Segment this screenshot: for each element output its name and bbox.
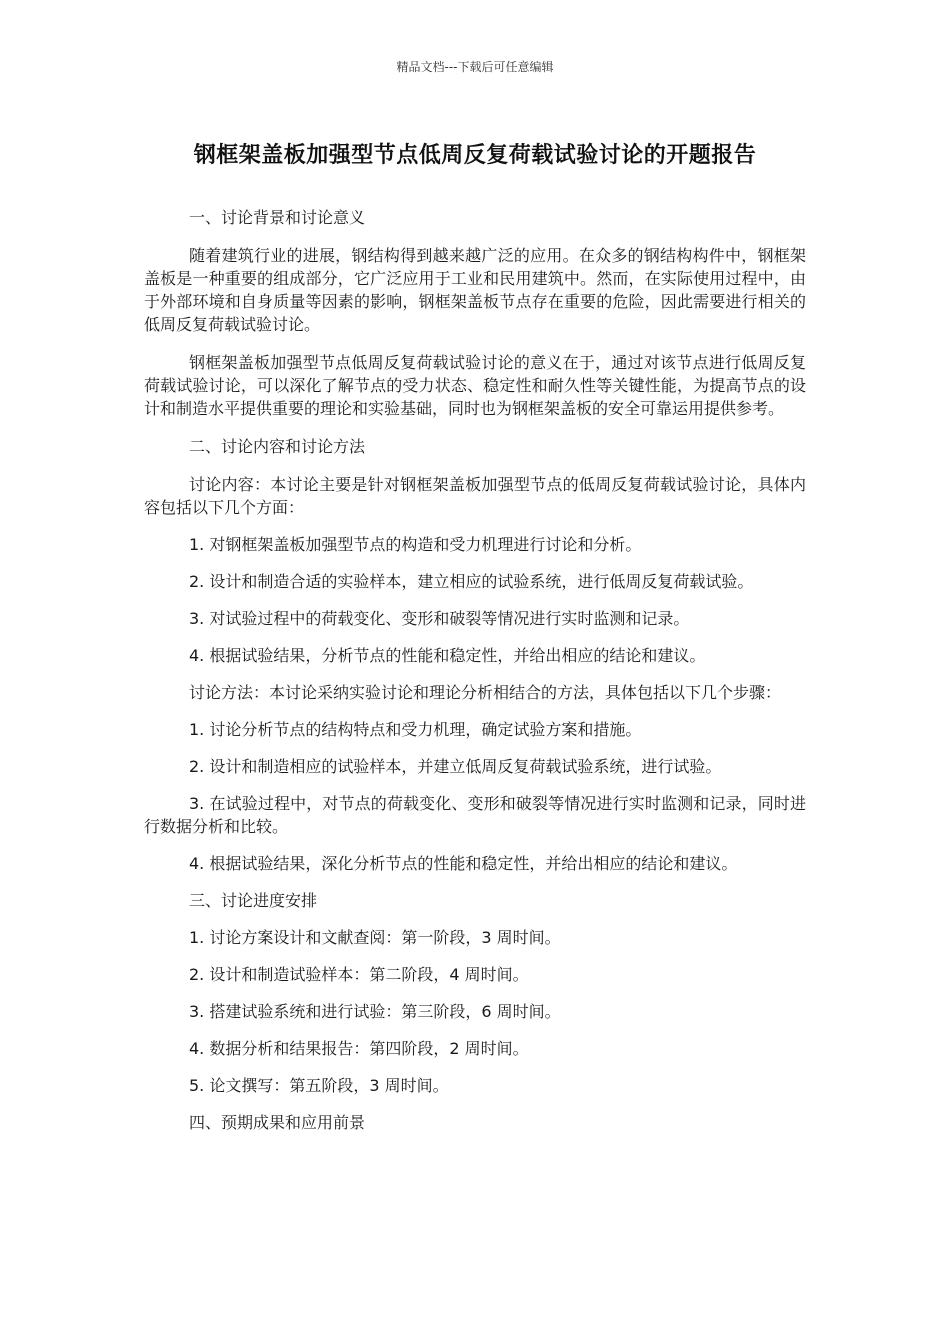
paragraph-method-intro: 讨论方法：本讨论采纳实验讨论和理论分析相结合的方法，具体包括以下几个步骤： [189, 683, 782, 702]
list-item-schedule-1: 1. 讨论方案设计和文献查阅：第一阶段，3 周时间。 [189, 928, 561, 947]
paragraph-background: 随着建筑行业的进展，钢结构得到越来越广泛的应用。在众多的钢结构构件中，钢框架盖板是一种重要的组成部分，它广泛应用于工业和民用建筑中。然而，在实际使用过程中，由于外部环境和自身质量等因素的影响，钢框架盖板节点存在重要的危险，因此需要进行相关的低周反复荷载试验讨论。 [144, 246, 806, 334]
list-item-method-4: 4. 根据试验结果，深化分析节点的性能和稳定性，并给出相应的结论和建议。 [189, 854, 738, 873]
section-heading-schedule: 三、讨论进度安排 [189, 891, 318, 910]
list-item-method-1: 1. 讨论分析节点的结构特点和受力机理，确定试验方案和措施。 [189, 720, 642, 739]
document-title: 钢框架盖板加强型节点低周反复荷载试验讨论的开题报告 [193, 143, 757, 168]
section-heading-outcomes: 四、预期成果和应用前景 [189, 1113, 366, 1132]
document-body [144, 206, 806, 1134]
list-item-schedule-3: 3. 搭建试验系统和进行试验：第三阶段，6 周时间。 [189, 1002, 561, 1021]
list-item-content-2: 2. 设计和制造合适的实验样本，建立相应的试验系统，进行低周反复荷载试验。 [189, 572, 754, 591]
list-item-content-4: 4. 根据试验结果，分析节点的性能和稳定性，并给出相应的结论和建议。 [189, 646, 706, 665]
list-item-schedule-4: 4. 数据分析和结果报告：第四阶段，2 周时间。 [189, 1039, 529, 1058]
header-note: 精品文档---下载后可任意编辑 [396, 60, 554, 74]
paragraph-significance: 钢框架盖板加强型节点低周反复荷载试验讨论的意义在于，通过对该节点进行低周反复荷载试验讨论，可以深化了解节点的受力状态、稳定性和耐久性等关键性能，为提高节点的设计和制造水平提供重要的理论和实验基础，同时也为钢框架盖板的安全可靠运用提供参考。 [144, 353, 806, 418]
paragraph-content-intro: 讨论内容：本讨论主要是针对钢框架盖板加强型节点的低周反复荷载试验讨论，具体内容包括以下几个方面： [144, 475, 806, 517]
list-item-content-3: 3. 对试验过程中的荷载变化、变形和破裂等情况进行实时监测和记录。 [189, 609, 690, 628]
list-item-schedule-2: 2. 设计和制造试验样本：第二阶段，4 周时间。 [189, 965, 529, 984]
section-heading-content-method: 二、讨论内容和讨论方法 [189, 437, 366, 456]
section-heading-background: 一、讨论背景和讨论意义 [189, 208, 366, 227]
list-item-method-3: 3. 在试验过程中，对节点的荷载变化、变形和破裂等情况进行实时监测和记录，同时进行数据分析和比较。 [144, 794, 806, 836]
list-item-method-2: 2. 设计和制造相应的试验样本，并建立低周反复荷载试验系统，进行试验。 [189, 757, 722, 776]
list-item-schedule-5: 5. 论文撰写：第五阶段，3 周时间。 [189, 1076, 449, 1095]
list-item-content-1: 1. 对钢框架盖板加强型节点的构造和受力机理进行讨论和分析。 [189, 535, 642, 554]
